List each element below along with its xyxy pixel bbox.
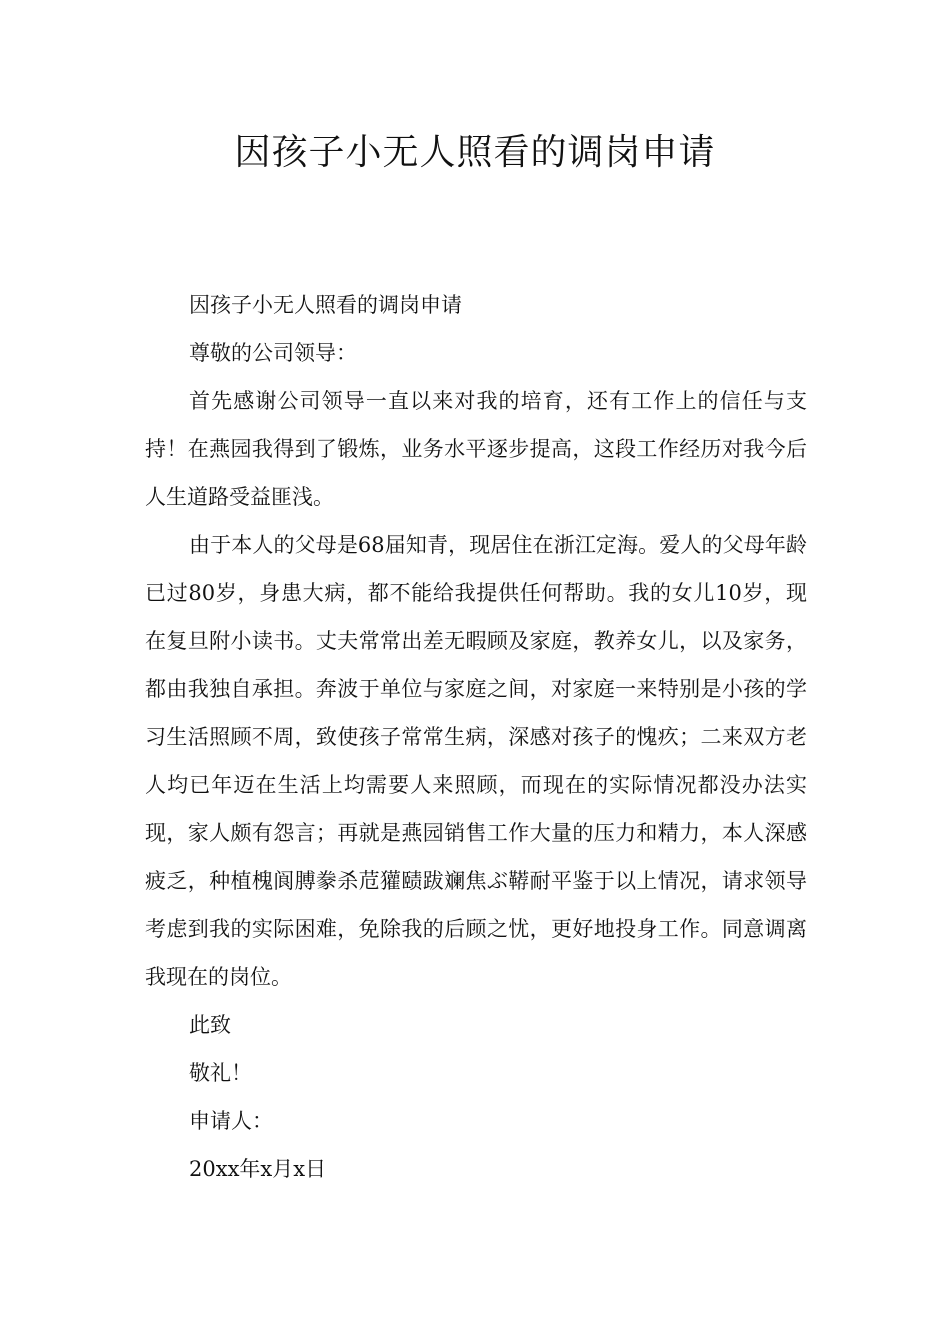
applicant-line: 申请人： — [189, 1109, 273, 1133]
closing-jing-li: 敬礼！ — [189, 1061, 252, 1085]
paragraph-reasons: 由于本人的父母是68届知青，现居住在浙江定海。爱人的父母年龄已过80岁，身患大病，都不能给我提供任何帮助。我的女儿10岁，现在复旦附小读书。丈夫常常出差无暇顾及家庭，教养女儿，以及家务，都由我独自承担。奔波于单位与家庭之间，对家庭一来特别是小孩的学习生活照顾不周，致使孩子常常生病，深感对孩子的愧疚；二来双方老人均已年迈在生活上均需要人来照顾，而现在的实际情况都没办法实现，家人颇有怨言；再就是燕园销售工作大量的压力和精力，本人深感疲乏，种植槐阆膊豢杀苊獾赜跋斓焦ぶ鞯耐平鉴于以上情况，请求领导考虑到我的实际困难，免除我的后顾之忧，更好地投身工作。同意调离我现在的岗位。 — [145, 533, 807, 989]
closing-ci-zhi: 此致 — [189, 1013, 231, 1037]
paragraph-gratitude: 首先感谢公司领导一直以来对我的培育，还有工作上的信任与支持！在燕园我得到了锻炼，业务水平逐步提高，这段工作经历对我今后人生道路受益匪浅。 — [145, 389, 807, 509]
document-body — [145, 281, 807, 1193]
heading-line: 因孩子小无人照看的调岗申请 — [189, 293, 462, 317]
salutation: 尊敬的公司领导： — [189, 341, 357, 365]
date-line: 20xx年x月x日 — [189, 1157, 327, 1181]
document-title: 因孩子小无人照看的调岗申请 — [234, 132, 716, 173]
